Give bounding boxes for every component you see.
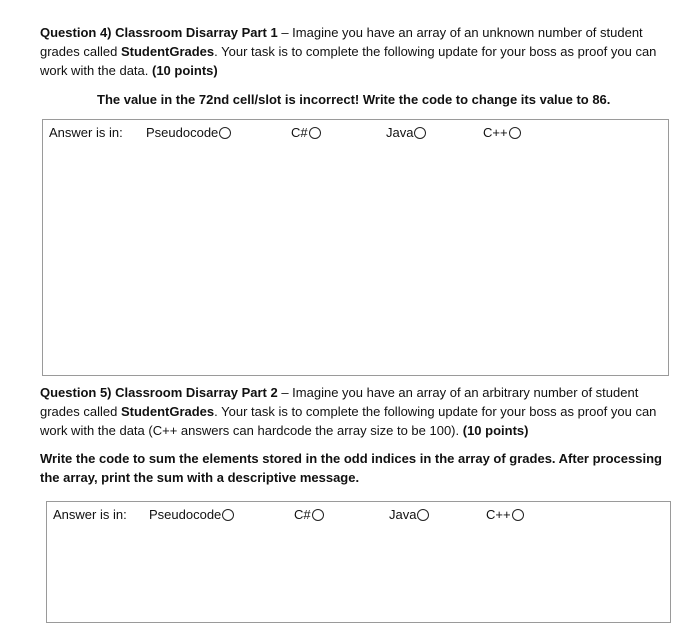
- radio-circle-icon[interactable]: [312, 509, 324, 521]
- question-4-option-csharp[interactable]: [291, 125, 321, 141]
- question-4-answer-box[interactable]: [42, 119, 669, 376]
- question-5-prompt: [40, 383, 660, 440]
- question-5-text-2: . Your task is to complete the following update for your boss as proof you can work with the data (C++ answers can hardcode the array size to be 100).: [40, 404, 657, 438]
- question-4-option-java[interactable]: [386, 125, 426, 141]
- radio-circle-icon[interactable]: [512, 509, 524, 521]
- option-label: Pseudocode: [149, 507, 222, 522]
- question-5-text-1: Imagine you have an array of an arbitrary number of student grades called: [40, 385, 639, 419]
- option-label: Pseudocode: [146, 125, 219, 140]
- question-5-instruction: Write the code to sum the elements stored in the odd indices in the array of grades. After processing the array, print the sum with a descriptive message.: [40, 451, 662, 485]
- radio-circle-icon[interactable]: [222, 509, 234, 521]
- option-label: Java: [386, 125, 414, 140]
- question-4-option-pseudocode[interactable]: [146, 125, 231, 141]
- radio-circle-icon[interactable]: [219, 127, 231, 139]
- question-4-answer-label: Answer is in:: [49, 125, 123, 140]
- option-label: C++: [483, 125, 508, 140]
- option-label: C#: [291, 125, 308, 140]
- question-5-option-cpp[interactable]: [486, 507, 524, 523]
- question-4-language-selector: [49, 125, 662, 143]
- question-4-points: (10 points): [152, 63, 218, 78]
- radio-circle-icon[interactable]: [417, 509, 429, 521]
- question-4-prompt: [40, 23, 660, 80]
- question-5-option-pseudocode[interactable]: [149, 507, 234, 523]
- option-label: C#: [294, 507, 311, 522]
- question-4-option-cpp[interactable]: [483, 125, 521, 141]
- question-5-answer-label: Answer is in:: [53, 507, 127, 522]
- question-5-option-java[interactable]: [389, 507, 429, 523]
- question-4-dash: –: [277, 25, 293, 40]
- question-5-option-csharp[interactable]: [294, 507, 324, 523]
- question-5-dash: –: [277, 385, 293, 400]
- question-5-points: (10 points): [462, 423, 529, 438]
- question-4-instruction: The value in the 72nd cell/slot is incorrect! Write the code to change its value to 86.: [97, 92, 611, 107]
- question-5-array-name: StudentGrades: [120, 404, 215, 419]
- question-4-text-2: . Your task is to complete the following update for your boss as proof you can work with the data.: [40, 44, 657, 78]
- question-4-array-name: StudentGrades: [120, 44, 215, 59]
- question-5-language-selector: [53, 507, 664, 525]
- question-4-title: Question 4) Classroom Disarray Part 1: [40, 25, 278, 40]
- question-5-title: Question 5) Classroom Disarray Part 2: [40, 385, 278, 400]
- question-4-text-1: Imagine you have an array of an unknown number of student grades called: [40, 25, 643, 59]
- option-label: C++: [486, 507, 511, 522]
- question-5-answer-box[interactable]: [46, 501, 671, 623]
- option-label: Java: [389, 507, 417, 522]
- radio-circle-icon[interactable]: [414, 127, 426, 139]
- radio-circle-icon[interactable]: [309, 127, 321, 139]
- radio-circle-icon[interactable]: [509, 127, 521, 139]
